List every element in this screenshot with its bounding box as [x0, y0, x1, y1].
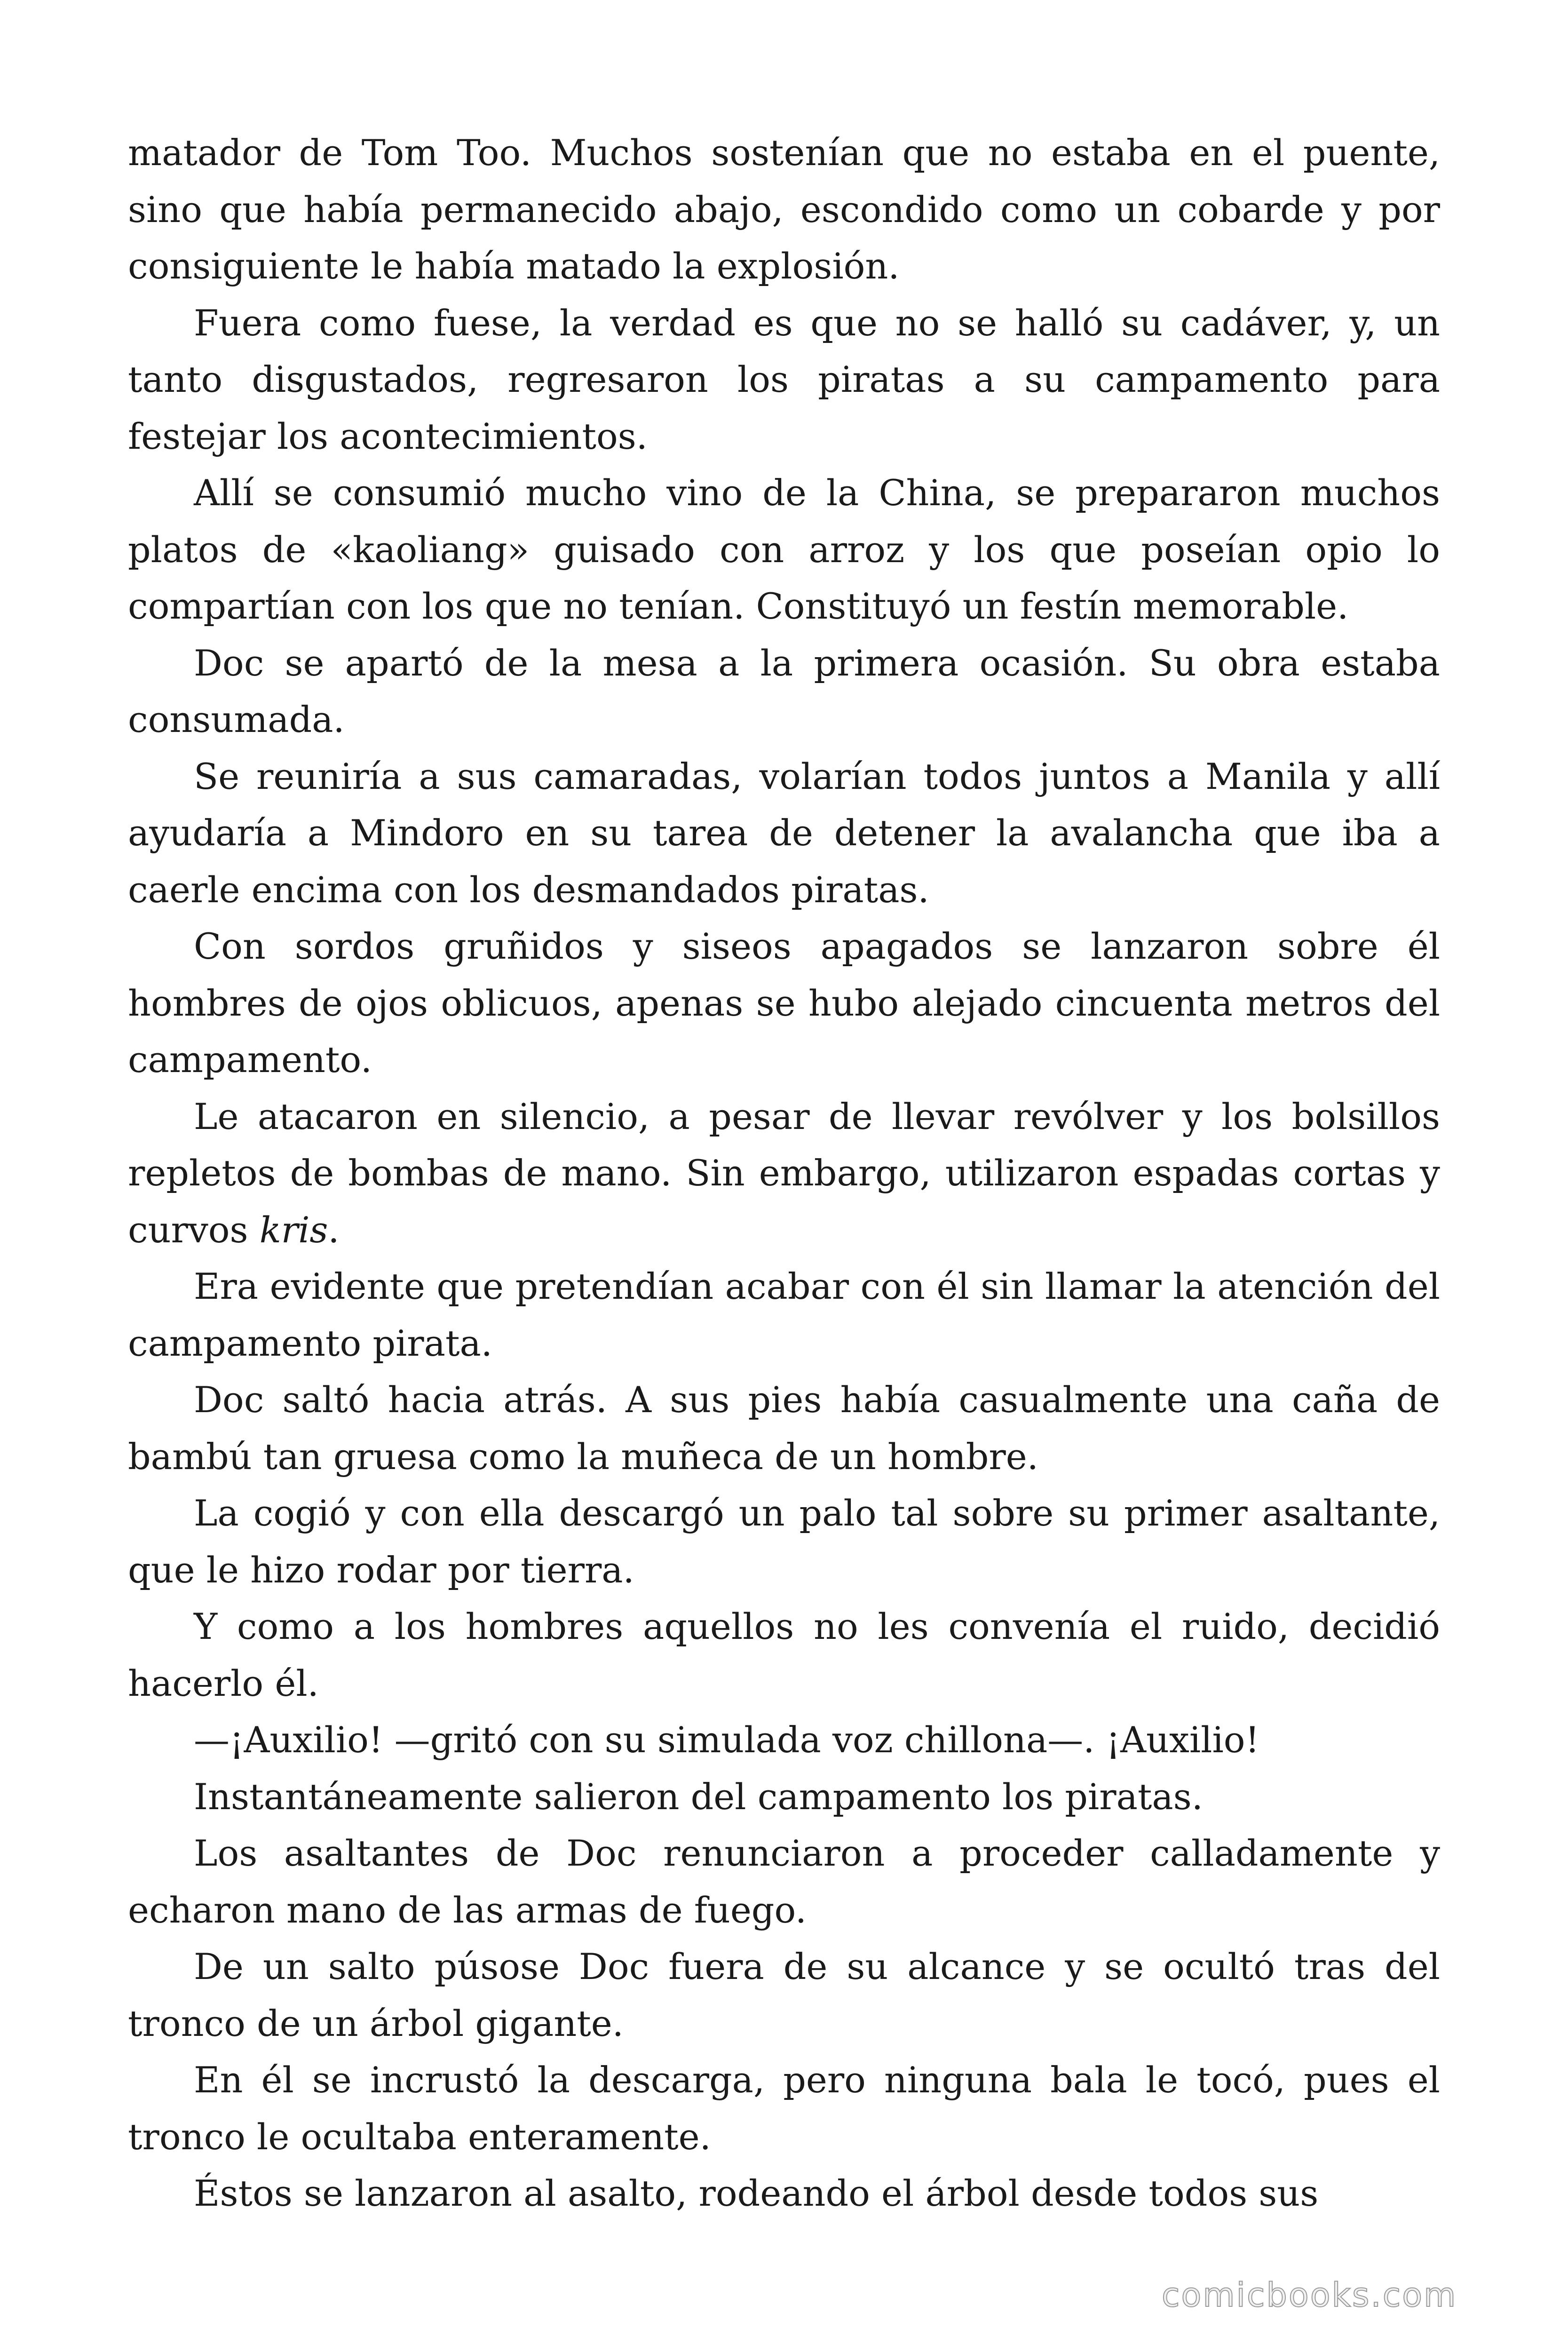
watermark-text: comicbooks.com: [1162, 2276, 1457, 2314]
paragraph-9: Doc saltó hacia atrás. A sus pies había casualmente una caña de bambú tan gruesa como la muñeca de un hombre.: [128, 1379, 1440, 1478]
paragraph-13: Instantáneamente salieron del campamento los piratas.: [194, 1775, 1203, 1818]
paragraph-15: De un salto púsose Doc fuera de su alcance y se ocultó tras del tronco de un árbol gigante.: [128, 1946, 1440, 2044]
paragraph-1: matador de Tom Too. Muchos sostenían que no estaba en el puente, sino que había permanecido abajo, escondido como un cobarde y por consiguiente le había matado la explosión.: [128, 132, 1440, 287]
paragraph-17: Éstos se lanzaron al asalto, rodeando el árbol desde todos sus: [194, 2172, 1319, 2214]
italic-term-kris: kris: [259, 1208, 328, 1251]
paragraph-12: —¡Auxilio! —gritó con su simulada voz chillona—. ¡Auxilio!: [194, 1719, 1260, 1761]
paragraph-2: Fuera como fuese, la verdad es que no se halló su cadáver, y, un tanto disgustados, regresaron los piratas a su campamento para festejar los acontecimientos.: [128, 302, 1440, 457]
paragraph-10: La cogió y con ella descargó un palo tal sobre su primer asaltante, que le hizo rodar por tierra.: [128, 1492, 1440, 1591]
document-body: [128, 125, 1440, 2222]
paragraph-3: Allí se consumió mucho vino de la China, se prepararon muchos platos de «kaoliang» guisado con arroz y los que poseían opio lo compartían con los que no tenían. Constituyó un festín memorable.: [128, 472, 1440, 627]
paragraph-7: [128, 1089, 1440, 1259]
paragraph-5: Se reuniría a sus camaradas, volarían todos juntos a Manila y allí ayudaría a Mindoro en su tarea de detener la avalancha que iba a caerle encima con los desmandados piratas.: [128, 755, 1440, 911]
paragraph-4: Doc se apartó de la mesa a la primera ocasión. Su obra estaba consumada.: [128, 642, 1440, 740]
paragraph-7-text: Le atacaron en silencio, a pesar de llevar revólver y los bolsillos repletos de bombas de mano. Sin embargo, utilizaron espadas cortas y curvos: [128, 1095, 1440, 1251]
paragraph-11: Y como a los hombres aquellos no les convenía el ruido, decidió hacerlo él.: [128, 1605, 1440, 1704]
paragraph-16: En él se incrustó la descarga, pero ninguna bala le tocó, pues el tronco le ocultaba enteramente.: [128, 2059, 1440, 2158]
paragraph-14: Los asaltantes de Doc renunciaron a proceder calladamente y echaron mano de las armas de fuego.: [128, 1832, 1440, 1931]
paragraph-8: Era evidente que pretendían acabar con él sin llamar la atención del campamento pirata.: [128, 1265, 1440, 1364]
paragraph-6: Con sordos gruñidos y siseos apagados se lanzaron sobre él hombres de ojos oblicuos, apenas se hubo alejado cincuenta metros del campamento.: [128, 925, 1440, 1081]
paragraph-7-period: .: [328, 1208, 340, 1251]
